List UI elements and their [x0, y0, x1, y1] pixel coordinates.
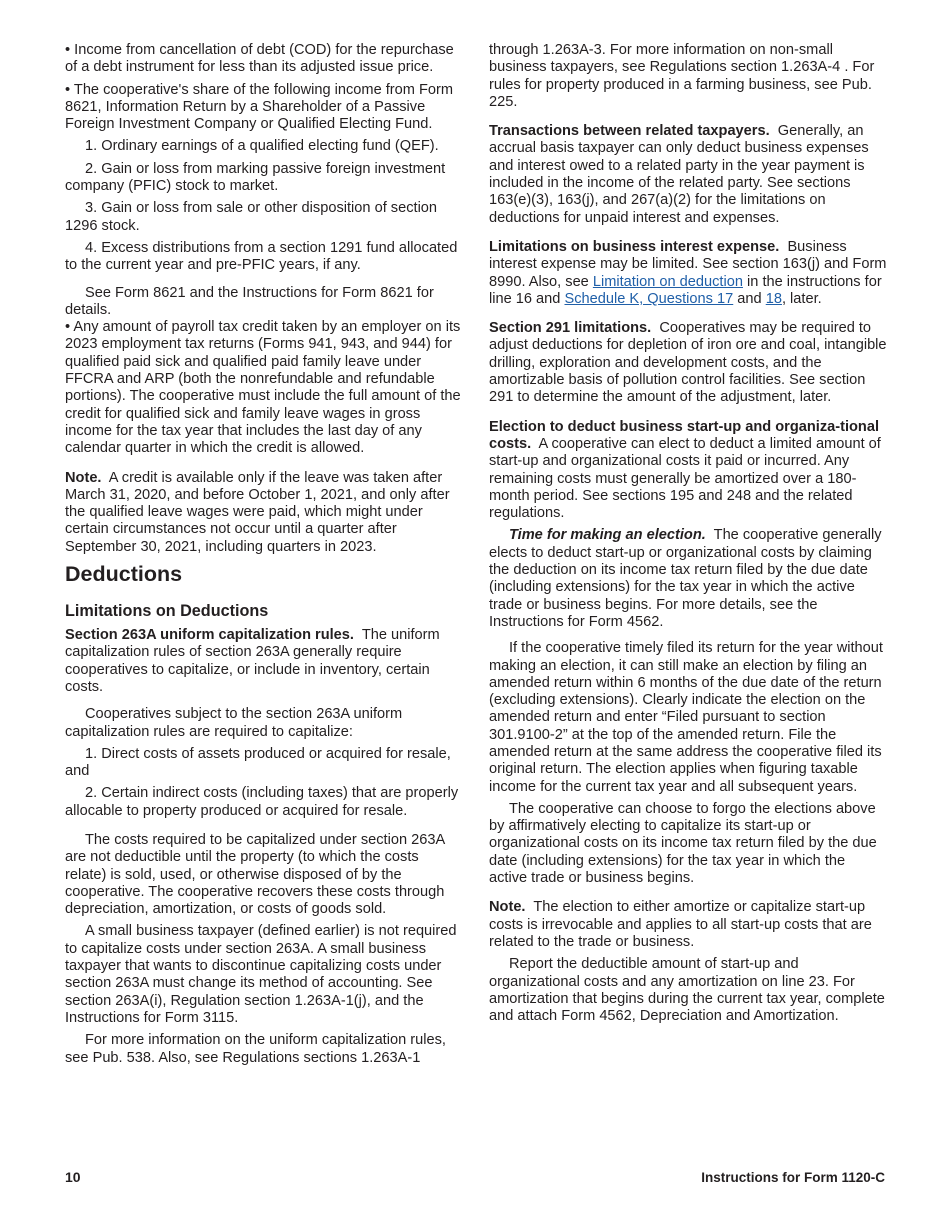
schedule-k-questions-link[interactable]: Schedule K, Questions 17 — [564, 290, 734, 307]
interest-limitation-paragraph — [489, 239, 887, 308]
right-column — [489, 42, 887, 1030]
time-for-election-text: The cooperative generally elects to deduct start-up or organizational costs by claiming the deduction on its income tax return filed by the due date (including extensions) for the tax year in which the active trade or business begins. For more details, see the Instructions for Form 4562. — [489, 527, 882, 630]
interest-limitation-text: Business interest expense may be limited. See section 163(j) and Form 8990. Also, see — [489, 238, 887, 290]
more-info-paragraph: For more information on the uniform capitalization rules, see Pub. 538. Also, see Regulations sections 1.263A-1 — [65, 1032, 446, 1066]
note-label: Note. — [65, 469, 102, 486]
report-paragraph: Report the deductible amount of start-up and organizational costs and any amortization on line 23. For amortization that begins during the current tax year, complete and attach Form 4562, Depreciation and Amortization. — [489, 956, 885, 1025]
interest-limitation-label: Limitations on business interest expense. — [489, 238, 780, 255]
note-label-right: Note. — [489, 899, 526, 916]
list-item-1296-stock: 3. Gain or loss from sale or other disposition of section 1296 stock. — [65, 200, 438, 234]
election-paragraph — [489, 419, 887, 523]
timely-filed-paragraph: If the cooperative timely filed its return for the year without making an election, it can still make an election by filing an amended return within 6 months of the due date of the return (excluding extensions). Clearly indicate the election on the amended return and enter “Filed pursuant to section 301.9100-2” at the top of the amended return. File the amended return at the same address the cooperative filed its original return. The election applies when figuring taxable income for the current tax year and all subsequent years. — [489, 640, 883, 795]
election-text: A cooperative can elect to deduct a limited amount of start-up and organizational costs it paid or incurred. Any remaining costs must generally be amortized over a 180-month period. See sections 195 and 248 and the related regulations. — [489, 435, 881, 522]
bullet-cod: • Income from cancellation of debt (COD) for the repurchase of a debt instrument for less than its adjusted issue price. — [65, 42, 454, 76]
election-label: Election to deduct business start-up and organiza-tional costs. — [489, 418, 880, 452]
interest-limitation-text-2: in the instructions for line 16 and — [489, 273, 882, 307]
list-item-excess-distributions: 4. Excess distributions from a section 1291 fund allocated to the current year and pre-PFIC years, if any. — [65, 239, 458, 274]
time-for-election-label: Time for making an election. — [509, 527, 706, 544]
document-title: Instructions for Form 1120-C — [701, 1170, 885, 1185]
page-number: 10 — [65, 1169, 81, 1185]
left-column — [65, 42, 463, 1072]
question-18-link[interactable]: 18 — [765, 290, 782, 307]
note-text: A credit is available only if the leave was taken after March 31, 2020, and before October 1, 2021, and only after the qualified leave wages were paid, which might under certain circumstances not occur until a quarter after September 30, 2021, including quarters in 2023. — [65, 469, 450, 555]
related-taxpayers-paragraph — [489, 123, 887, 227]
section-263a-text: The uniform capitalization rules of section 263A generally require cooperatives to capitalize, or include in inventory, certain costs. — [65, 627, 440, 695]
interest-limitation-text-3: and — [737, 290, 762, 307]
note-paragraph — [65, 470, 463, 556]
subject-paragraph: Cooperatives subject to the section 263A uniform capitalization rules are required to capitalize: — [65, 706, 403, 740]
section-291-paragraph — [489, 320, 887, 406]
time-for-election-paragraph — [489, 527, 887, 631]
list-item-indirect-costs: 2. Certain indirect costs (including taxes) that are properly allocable to property produced or acquired for resale. — [65, 785, 459, 819]
continuation-paragraph: through 1.263A-3. For more information on non-small business taxpayers, see Regulations section 1.263A-4 . For rules for property produced in a farming business, see Pub. 225. — [489, 42, 875, 110]
section-291-label: Section 291 limitations. — [489, 320, 652, 337]
note-paragraph-right — [489, 899, 887, 951]
list-item-pfic-mark: 2. Gain or loss from marking passive foreign investment company (PFIC) stock to market. — [65, 160, 446, 195]
related-taxpayers-text: Generally, an accrual basis taxpayer can only deduct business expenses and interest owed to a related party in the year payment is included in the income of the related party. See sections 163(e)(3), 163(j), and 267(a)(2) for the limitations on deductions for unpaid interest and expenses. — [489, 123, 869, 226]
list-item-qef: 1. Ordinary earnings of a qualified electing fund (QEF). — [85, 138, 439, 155]
related-taxpayers-label: Transactions between related taxpayers. — [489, 123, 770, 140]
section-263a-label: Section 263A uniform capitalization rules. — [65, 627, 354, 644]
small-business-paragraph: A small business taxpayer (defined earlier) is not required to capitalize costs under section 263A. A small business taxpayer that wants to discontinue capitalizing costs under section 263A must change its method of accounting. See section 263A(i), Regulation section 1.263A-1(j), and the Instructions for Form 3115. — [65, 923, 457, 1026]
list-item-direct-costs: 1. Direct costs of assets produced or acquired for resale, and — [65, 745, 451, 780]
costs-paragraph: The costs required to be capitalized under section 263A are not deductible until the property (to which the costs relate) is sold, used, or otherwise disposed of by the cooperative. The cooperative recovers these costs through depreciation, amortization, or costs of goods sold. — [65, 831, 445, 918]
bullet-form-8621: • The cooperative's share of the following income from Form 8621, Information Return by a Shareholder of a Passive Foreign Investment Company or Qualified Electing Fund. — [65, 81, 454, 133]
limitation-on-deduction-link[interactable]: Limitation on deduction — [592, 273, 743, 290]
section-291-text: Cooperatives may be required to adjust deductions for depletion of iron ore and coal, intangible drilling, exploration and development costs, and the amortizable basis of pollution control facilities. See section 291 to determine the amount of the adjustment, later. — [489, 320, 887, 406]
see-form-8621: See Form 8621 and the Instructions for Form 8621 for details. — [65, 284, 434, 318]
note-text-right: The election to either amortize or capitalize start-up costs is irrevocable and applies to all start-up costs that are related to the trade or business. — [489, 899, 872, 950]
bullet-payroll-tax-credit: • Any amount of payroll tax credit taken by an employer on its 2023 employment tax returns (Forms 941, 943, and 944) for qualified paid sick and qualified paid family leave under FFCRA and ARP (both the nonrefundable and refundable portions). The cooperative must include the full amount of the credit for qualified sick and family leave wages in gross income for the tax year that includes the last day of any calendar quarter in which the credit is allowed. — [65, 319, 461, 457]
interest-limitation-text-4: , later. — [781, 290, 822, 307]
section-263a-paragraph — [65, 627, 463, 696]
forgo-paragraph: The cooperative can choose to forgo the elections above by affirmatively electing to capitalize its start-up or organizational costs on its income tax return filed by the due date (including extensions) for the tax year in which the active trade or business begins. — [489, 800, 877, 887]
heading-limitations: Limitations on Deductions — [65, 602, 269, 621]
heading-deductions: Deductions — [65, 562, 183, 587]
